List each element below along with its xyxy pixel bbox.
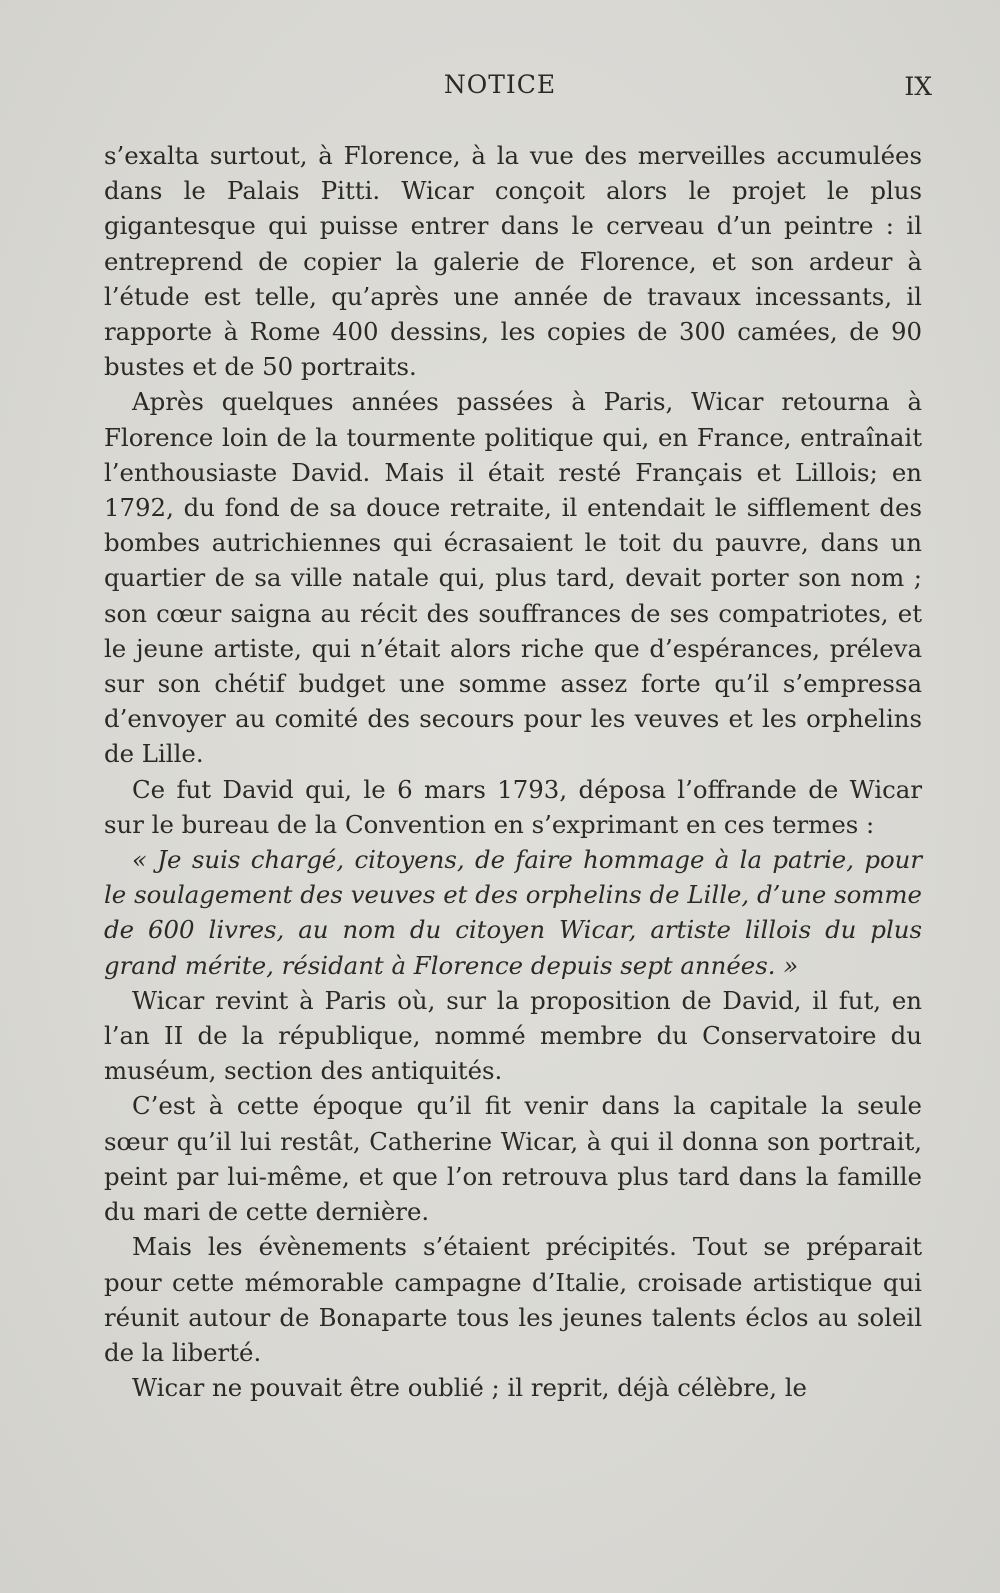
paragraph-5: Wicar revint à Paris où, sur la proposition de David, il fut, en l’an II de la république, nommé membre du Conservatoire du muséum, section des antiquités. bbox=[104, 985, 922, 1086]
paragraph-6: C’est à cette époque qu’il fit venir dans la capitale la seule sœur qu’il lui restât, Catherine Wicar, à qui il donna son portrait, peint par lui-même, et que l’on retrouva plus tard dans la famille du mari de cette dernière. bbox=[104, 1091, 922, 1227]
paragraph-8: Wicar ne pouvait être oublié ; il reprit, déjà célèbre, le bbox=[132, 1373, 807, 1403]
paragraph-7: Mais les évènements s’étaient précipités. Tout se préparait pour cette mémorable campagne d’Italie, croisade artistique qui réunit autour de Bonaparte tous les jeunes talents éclos au soleil de la liberté. bbox=[104, 1232, 922, 1367]
paragraph-2: Après quelques années passées à Paris, Wicar retourna à Florence loin de la tourmente politique qui, en France, entraînait l’enthousiaste David. Mais il était resté Français et Lillois; en 1792, du fond de sa douce retraite, il entendait le sifflement des bombes autrichiennes qui écrasaient le toit du pauvre, dans un quartier de sa ville natale qui, plus tard, devait porter son nom ; son cœur saigna au récit des souffrances de ses compatriotes, et le jeune artiste, qui n’était alors riche que d’espérances, préleva sur son chétif budget une somme assez forte qu’il s’empressa d’envoyer au comité des secours pour les veuves et les orphelins de Lille. bbox=[104, 387, 922, 769]
running-title: NOTICE bbox=[443, 70, 557, 99]
quotation-paragraph: « Je suis chargé, citoyens, de faire hommage à la patrie, pour le soulagement des veuves et des orphelins de Lille, d’une somme de 600 livres, au nom du citoyen Wicar, artiste lillois du plus grand mérite, résidant à Florence depuis sept années. » bbox=[104, 845, 922, 980]
paragraph-3: Ce fut David qui, le 6 mars 1793, déposa l’offrande de Wicar sur le bureau de la Convention en s’exprimant en ces termes : bbox=[104, 774, 922, 839]
paragraph-1: s’exalta surtout, à Florence, à la vue des merveilles accumulées dans le Palais Pitti. Wicar conçoit alors le projet le plus gigantesque qui puisse entrer dans le cerveau d’un peintre : il entreprend de copier la galerie de Florence, et son ardeur à l’étude est telle, qu’après une année de travaux incessants, il rapporte à Rome 400 dessins, les copies de 300 camées, de 90 bustes et de 50 portraits. bbox=[104, 141, 922, 382]
page-number: IX bbox=[904, 72, 932, 101]
page-header bbox=[0, 70, 1000, 110]
body-text bbox=[104, 138, 922, 1405]
